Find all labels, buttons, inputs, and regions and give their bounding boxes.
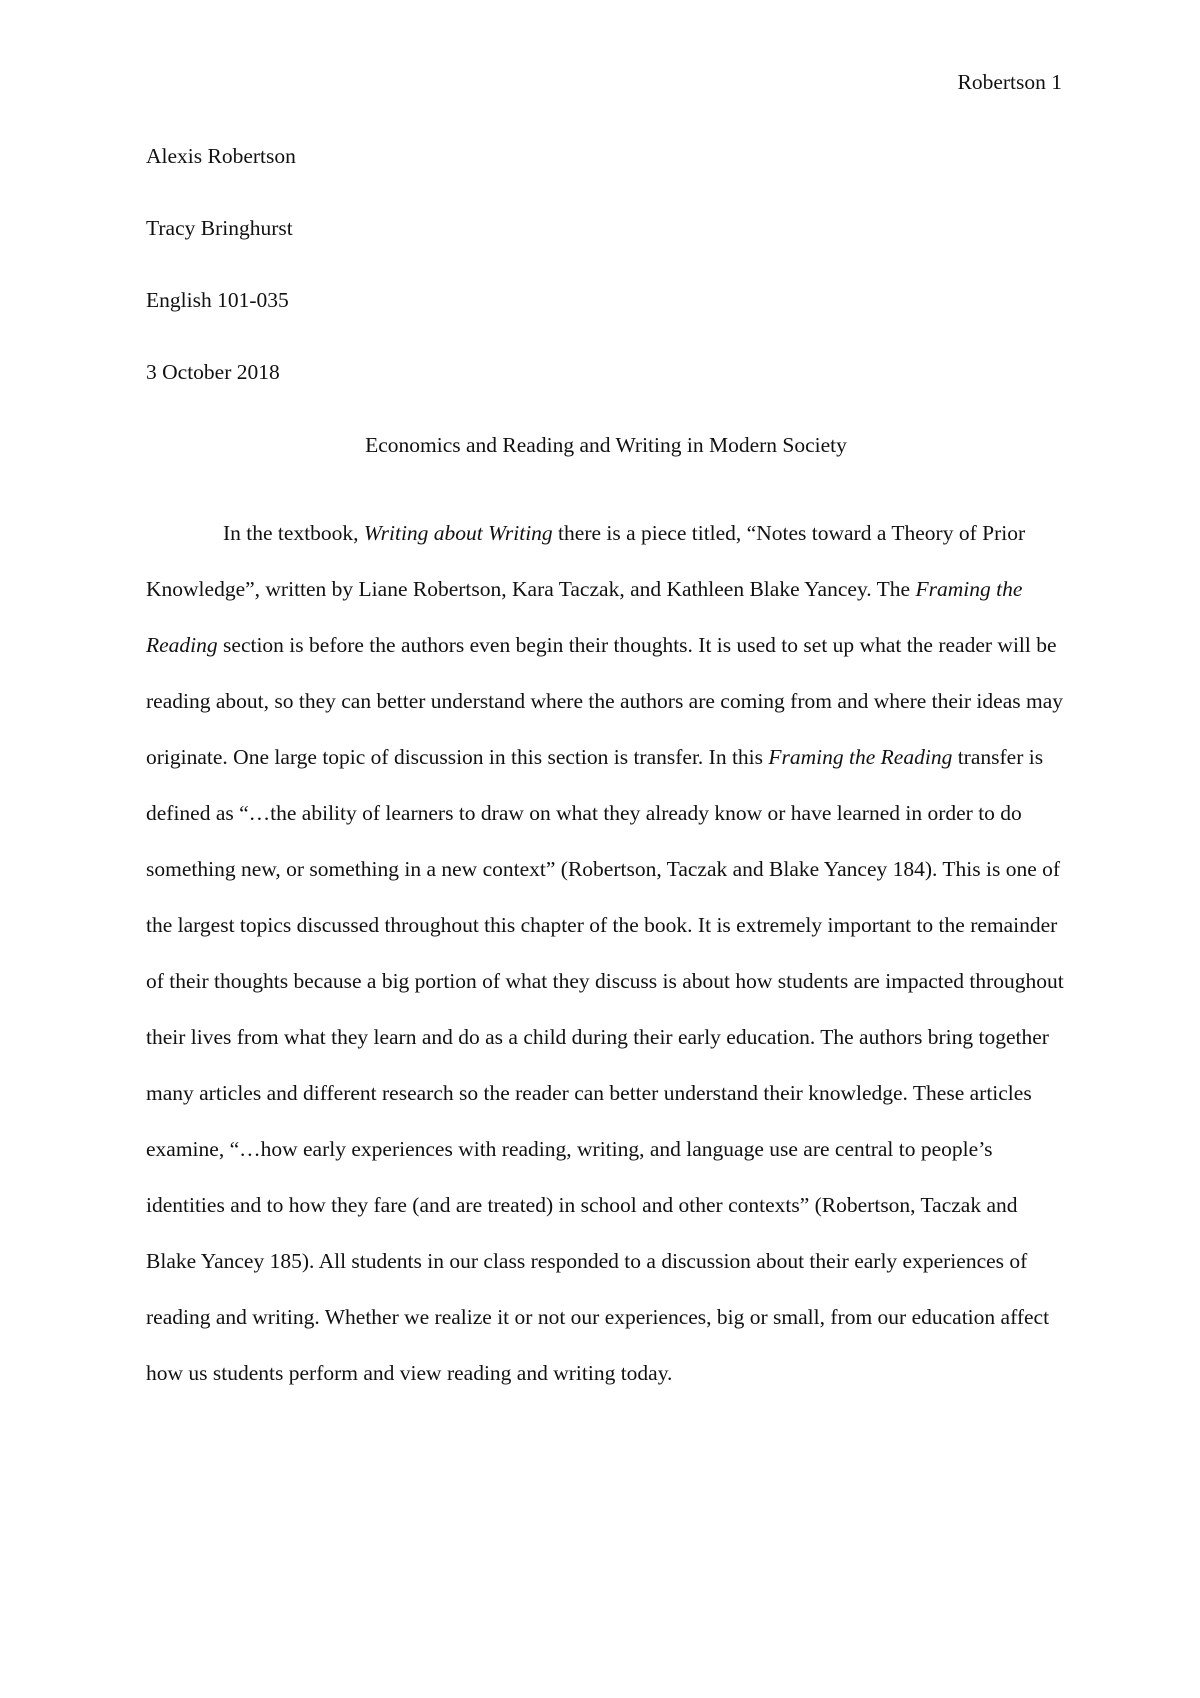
section-title-framing-1: Framing the Reading bbox=[146, 577, 1023, 657]
essay-title: Economics and Reading and Writing in Modern Society bbox=[365, 433, 847, 457]
instructor-name: Tracy Bringhurst bbox=[146, 216, 293, 240]
mla-heading bbox=[146, 146, 1066, 434]
student-name: Alexis Robertson bbox=[146, 144, 296, 168]
paragraph-text-1: In the textbook, bbox=[223, 521, 364, 545]
section-title-framing-2: Framing the Reading bbox=[768, 745, 953, 769]
book-title: Writing about Writing bbox=[363, 521, 553, 545]
body-paragraph bbox=[146, 505, 1068, 1401]
paragraph-text-4: transfer is defined as “…the ability of learners to draw on what they already know or have learned in order to do something new, or something in a new context” (Robertson, Taczak and Blake Yancey 184). This is one of the largest topics discussed throughout this chapter of the book. It is extremely important to the remainder of their thoughts because a big portion of what they discuss is about how students are impacted throughout their lives from what they learn and do as a child during their early education. The authors bring together many articles and different research so the reader can better understand their knowledge. These articles examine, “…how early experiences with reading, writing, and language use are central to people’s identities and to how they fare (and are treated) in school and other contexts” (Robertson, Taczak and Blake Yancey 185). All students in our class responded to a discussion about their early experiences of reading and writing. Whether we realize it or not our experiences, big or small, from our education affect how us students perform and view reading and writing today. bbox=[146, 745, 1064, 1385]
essay-date: 3 October 2018 bbox=[146, 360, 280, 384]
running-head: Robertson 1 bbox=[957, 70, 1062, 94]
course-name: English 101-035 bbox=[146, 288, 289, 312]
paragraph-text-2: there is a piece titled, “Notes toward a Theory of Prior Knowledge”, written by Liane Robertson, Kara Taczak, and Kathleen Blake Yancey. The bbox=[146, 521, 1026, 601]
paragraph-text-3: section is before the authors even begin their thoughts. It is used to set up what the reader will be reading about, so they can better understand where the authors are coming from and where their ideas may originate. One large topic of discussion in this section is transfer. In this bbox=[146, 633, 1063, 769]
